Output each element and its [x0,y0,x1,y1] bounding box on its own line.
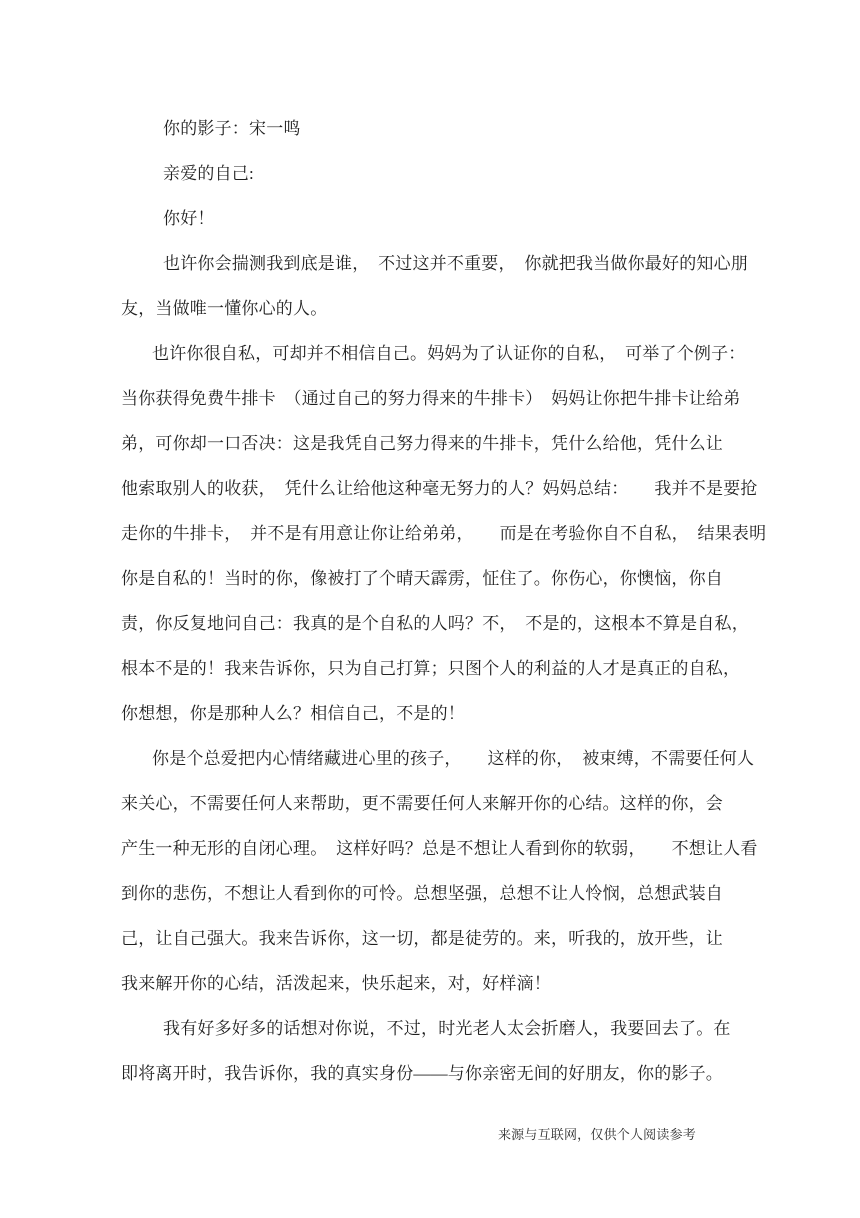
text-line: 我来解开你的心结，活泼起来，快乐起来，对，好样滴！ [121,974,551,993]
text-line: 弟，可你却一口否决：这是我凭自己努力得来的牛排卡，凭什么给他，凭什么让 [121,434,723,453]
text-line: 你是个总爱把内心情绪藏进心里的孩子， 这样的你， 被束缚，不需要任何人 [152,749,755,768]
text-line: 产生一种无形的自闭心理。 这样好吗？总是不想让人看到你的软弱， 不想让人看 [121,839,758,858]
text-line: 当你获得免费牛排卡 （通过自己的努力得来的牛排卡） 妈妈让你把牛排卡让给弟 [121,389,741,408]
text-line: 己，让自己强大。我来告诉你，这一切，都是徒劳的。来，听我的，放开些，让 [121,929,723,948]
text-line: 责，你反复地问自己：我真的是个自私的人吗？不， 不是的，这根本不算是自私， [121,614,749,633]
text-line: 也许你很自私，可却并不相信自己。妈妈为了认证你的自私， 可举了个例子： [152,344,746,363]
text-line: 根本不是的！我来告诉你，只为自己打算；只图个人的利益的人才是真正的自私， [121,659,741,678]
text-line: 即将离开时，我告诉你，我的真实身份——与你亲密无间的好朋友，你的影子。 [121,1064,723,1083]
text-line: 到你的悲伤，不想让人看到你的可怜。总想坚强，总想不让人怜悯，总想武装自 [121,884,723,903]
text-line: 我有好多好多的话想对你说，不过，时光老人太会折磨人，我要回去了。在 [163,1019,731,1038]
text-line: 也许你会揣测我到底是谁， 不过这并不重要， 你就把我当做你最好的知心朋 [163,254,748,273]
document-lines [121,106,767,1096]
text-line: 友，当做唯一懂你心的人。 [121,299,328,318]
text-line: 你想想，你是那种人么？相信自己，不是的！ [121,704,465,723]
text-line: 你是自私的！当时的你，像被打了个晴天霹雳，怔住了。你伤心，你懊恼，你自 [121,569,723,588]
text-line: 你的影子：宋一鸣 [163,119,301,138]
text-line: 你好！ [163,209,215,228]
footer-note: 来源与互联网，仅供个人阅读参考 [497,1127,696,1142]
text-line: 亲爱的自己: [163,164,254,183]
text-line: 来关心，不需要任何人来帮助，更不需要任何人来解开你的心结。这样的你，会 [121,794,723,813]
text-line: 他索取别人的收获， 凭什么让给他这种毫无努力的人？妈妈总结： 我并不是要抢 [121,479,758,498]
text-line: 走你的牛排卡， 并不是有用意让你让给弟弟， 而是在考验你自不自私， 结果表明 [121,524,767,543]
